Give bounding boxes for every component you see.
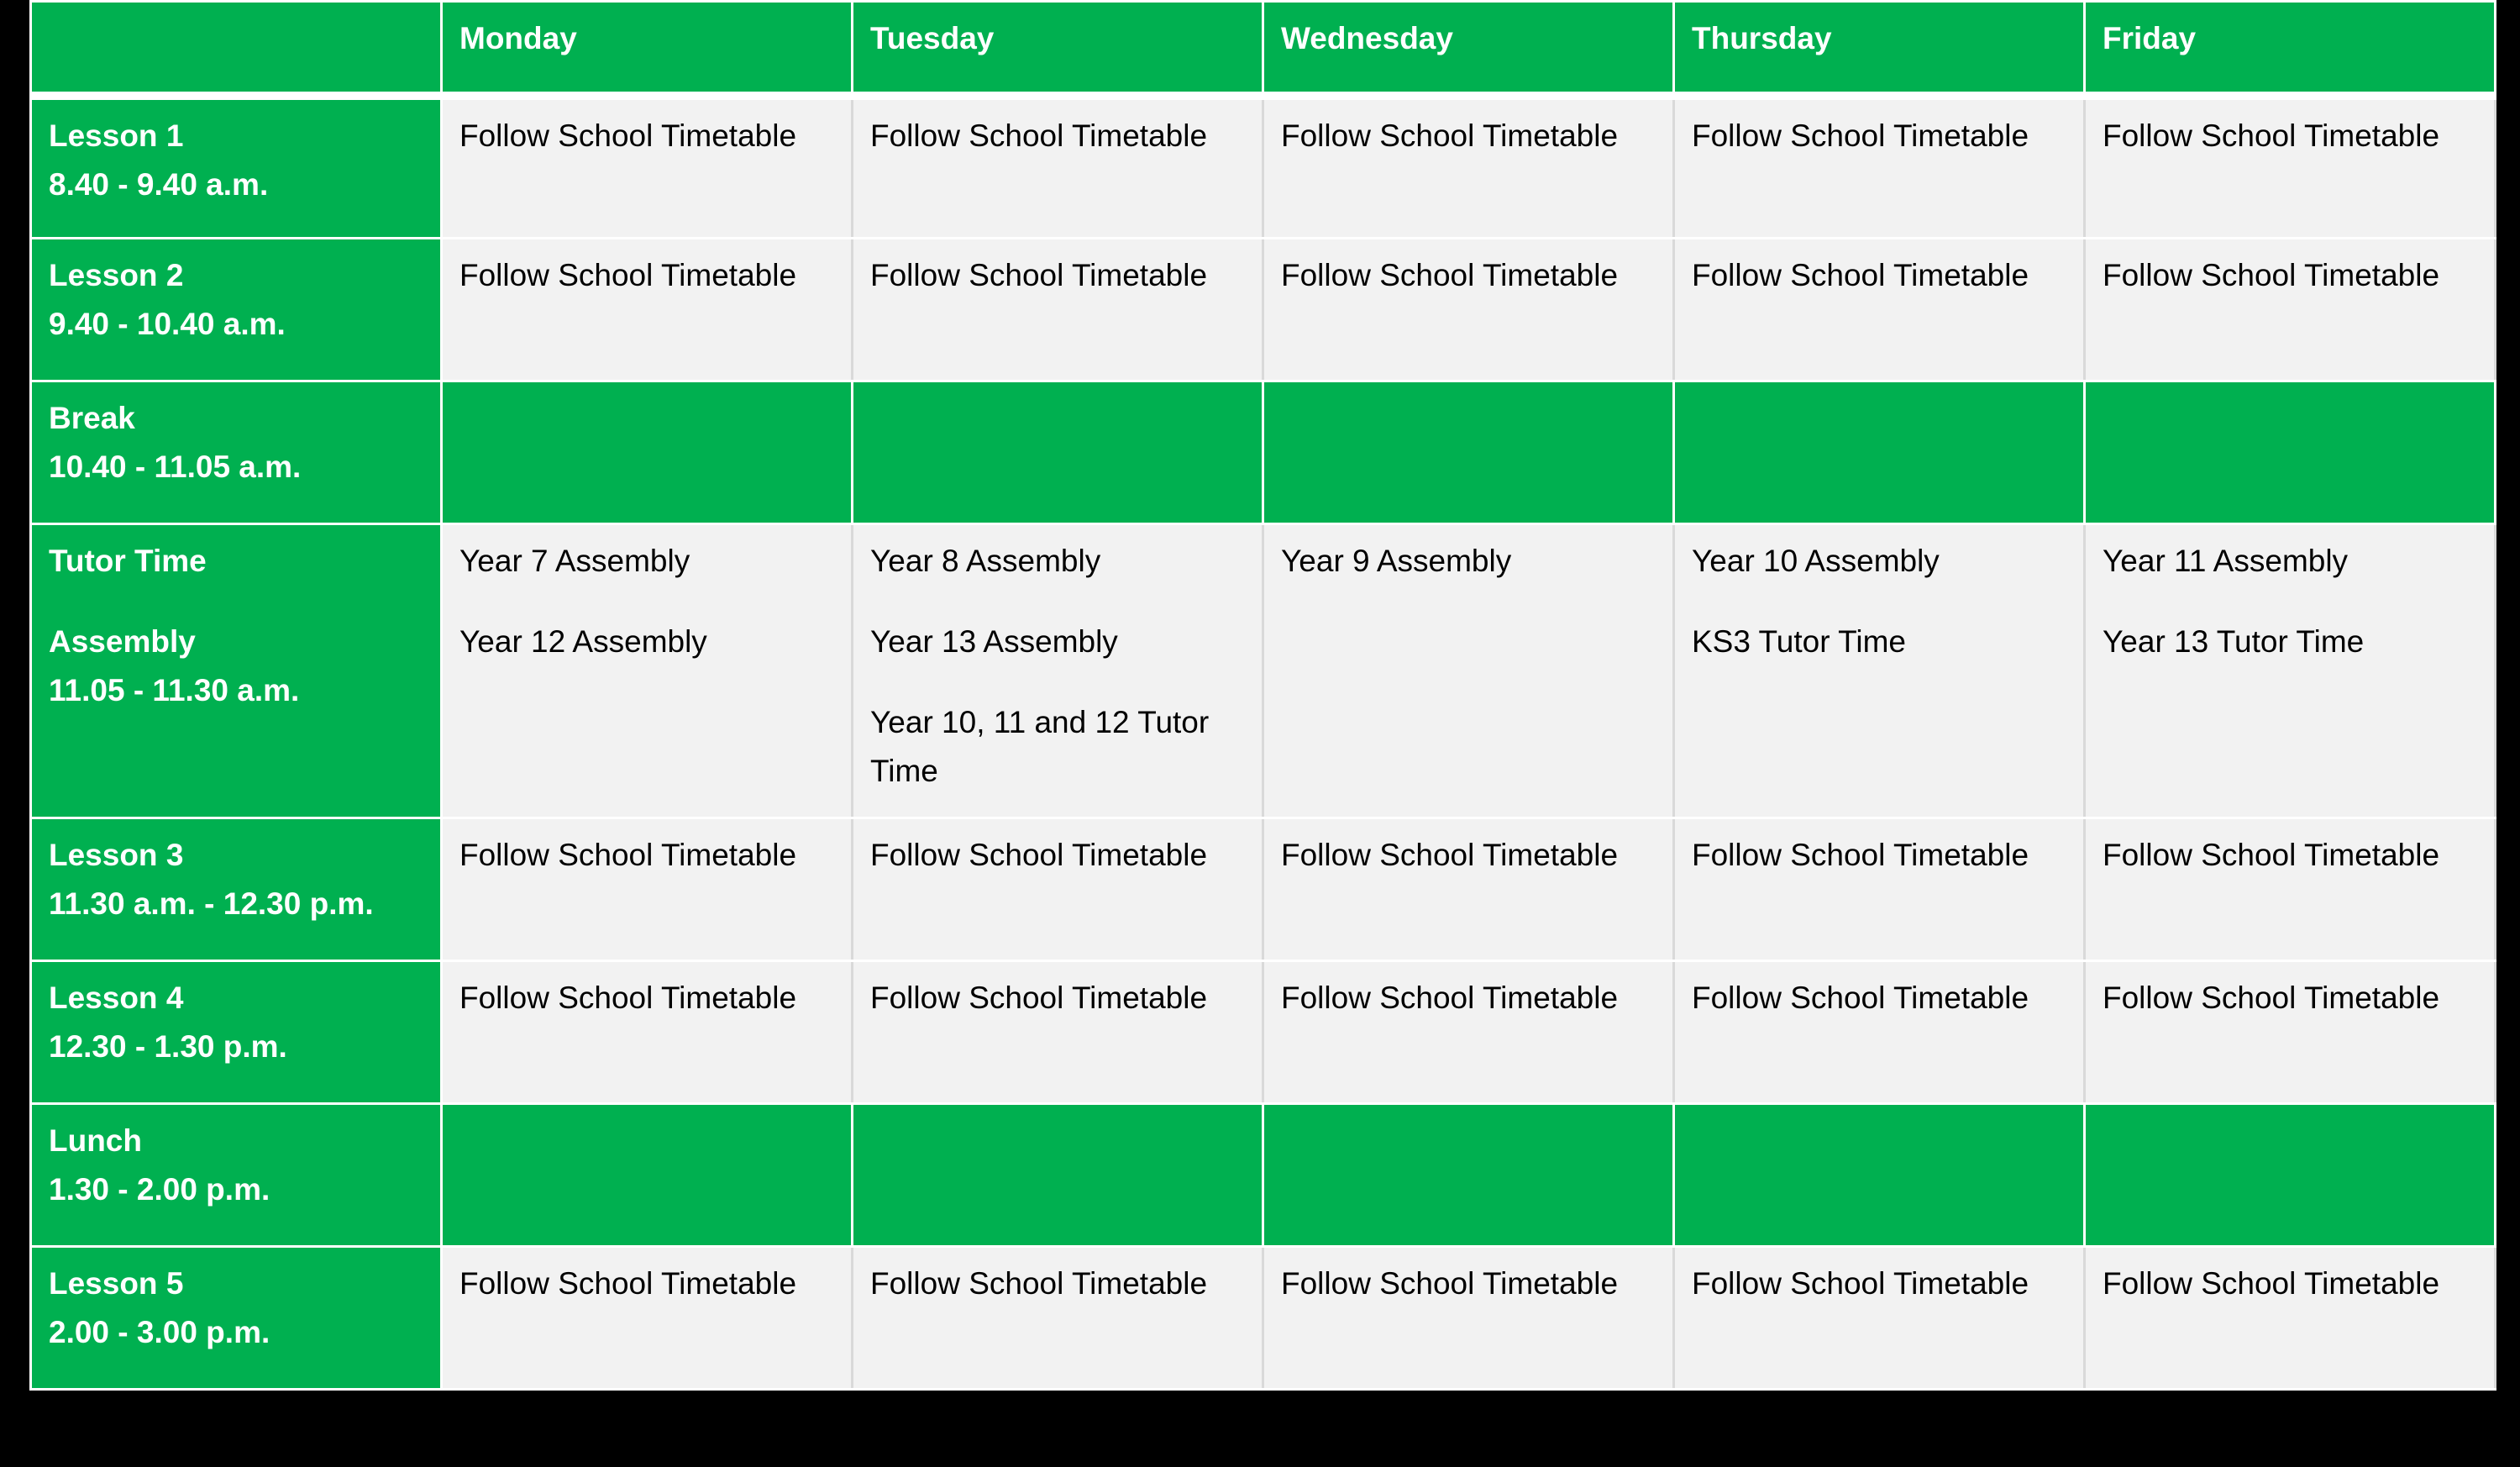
period-label-cell bbox=[31, 961, 442, 1104]
slot-friday bbox=[2085, 524, 2496, 818]
period-time: 8.40 - 9.40 a.m. bbox=[49, 166, 269, 202]
slot-tuesday: Follow School Timetable bbox=[853, 96, 1263, 239]
slot-thursday: Follow School Timetable bbox=[1674, 239, 2085, 381]
slot-entry: Year 11 Assembly bbox=[2103, 544, 2349, 578]
slot-tuesday: Follow School Timetable bbox=[853, 1247, 1263, 1390]
slot-thursday-empty bbox=[1674, 381, 2085, 524]
period-label-cell bbox=[31, 1247, 442, 1390]
slot-entry: Year 10, 11 and 12 Tutor Time bbox=[870, 705, 1210, 788]
period-time: 11.30 a.m. - 12.30 p.m. bbox=[49, 886, 374, 921]
slot-wednesday: Follow School Timetable bbox=[1263, 961, 1674, 1104]
period-name: Break bbox=[49, 401, 135, 435]
slot-monday: Follow School Timetable bbox=[442, 961, 853, 1104]
slot-entry: Year 9 Assembly bbox=[1281, 544, 1512, 578]
period-time: 11.05 - 11.30 a.m. bbox=[49, 673, 300, 707]
period-label-cell bbox=[31, 524, 442, 818]
day-header-wednesday: Wednesday bbox=[1263, 2, 1674, 96]
slot-wednesday bbox=[1263, 524, 1674, 818]
slot-thursday: Follow School Timetable bbox=[1674, 961, 2085, 1104]
slot-entry: Year 13 Tutor Time bbox=[2103, 624, 2365, 659]
period-name: Lesson 4 bbox=[49, 981, 184, 1015]
slot-friday-empty bbox=[2085, 1104, 2496, 1247]
period-label-cell bbox=[31, 381, 442, 524]
period-name: Lunch bbox=[49, 1123, 142, 1158]
slot-wednesday: Follow School Timetable bbox=[1263, 96, 1674, 239]
period-label-cell bbox=[31, 1104, 442, 1247]
period-name: Lesson 3 bbox=[49, 838, 184, 872]
period-row-lesson-5 bbox=[31, 1247, 2496, 1390]
period-row-lesson-1 bbox=[31, 96, 2496, 239]
weekly-timetable bbox=[29, 0, 2496, 1391]
slot-wednesday-empty bbox=[1263, 381, 1674, 524]
slot-wednesday: Follow School Timetable bbox=[1263, 1247, 1674, 1390]
period-time: 9.40 - 10.40 a.m. bbox=[49, 307, 286, 341]
day-header-tuesday: Tuesday bbox=[853, 2, 1263, 96]
period-row-lesson-4 bbox=[31, 961, 2496, 1104]
slot-monday-empty bbox=[442, 381, 853, 524]
slot-thursday bbox=[1674, 524, 2085, 818]
header-corner-cell bbox=[31, 2, 442, 96]
day-header-thursday: Thursday bbox=[1674, 2, 2085, 96]
slot-friday: Follow School Timetable bbox=[2085, 96, 2496, 239]
slot-tuesday-empty bbox=[853, 381, 1263, 524]
period-name: Tutor Time bbox=[49, 544, 207, 578]
period-time: 1.30 - 2.00 p.m. bbox=[49, 1172, 270, 1207]
slot-tuesday: Follow School Timetable bbox=[853, 961, 1263, 1104]
slot-thursday: Follow School Timetable bbox=[1674, 96, 2085, 239]
slot-wednesday: Follow School Timetable bbox=[1263, 818, 1674, 961]
period-row-lesson-3 bbox=[31, 818, 2496, 961]
slot-monday-empty bbox=[442, 1104, 853, 1247]
slot-friday: Follow School Timetable bbox=[2085, 818, 2496, 961]
slot-monday: Follow School Timetable bbox=[442, 239, 853, 381]
period-time: 2.00 - 3.00 p.m. bbox=[49, 1315, 270, 1349]
period-row-tutor-time bbox=[31, 524, 2496, 818]
period-name: Lesson 5 bbox=[49, 1266, 184, 1301]
slot-thursday: Follow School Timetable bbox=[1674, 818, 2085, 961]
slot-tuesday: Follow School Timetable bbox=[853, 239, 1263, 381]
slot-thursday-empty bbox=[1674, 1104, 2085, 1247]
header-row bbox=[31, 2, 2496, 96]
period-row-lesson-2 bbox=[31, 239, 2496, 381]
slot-thursday: Follow School Timetable bbox=[1674, 1247, 2085, 1390]
period-name: Lesson 2 bbox=[49, 258, 184, 292]
slot-monday bbox=[442, 524, 853, 818]
slot-entry: Year 13 Assembly bbox=[870, 624, 1118, 659]
period-name: Lesson 1 bbox=[49, 118, 184, 153]
slot-monday: Follow School Timetable bbox=[442, 96, 853, 239]
slot-friday: Follow School Timetable bbox=[2085, 961, 2496, 1104]
slot-monday: Follow School Timetable bbox=[442, 818, 853, 961]
slot-entry: Year 7 Assembly bbox=[459, 544, 690, 578]
day-header-friday: Friday bbox=[2085, 2, 2496, 96]
slot-entry: Year 10 Assembly bbox=[1692, 544, 1940, 578]
slot-wednesday: Follow School Timetable bbox=[1263, 239, 1674, 381]
period-label-cell bbox=[31, 818, 442, 961]
slot-entry: Year 8 Assembly bbox=[870, 544, 1101, 578]
slot-tuesday: Follow School Timetable bbox=[853, 818, 1263, 961]
slot-entry: KS3 Tutor Time bbox=[1692, 624, 1906, 659]
slot-wednesday-empty bbox=[1263, 1104, 1674, 1247]
slot-entry: Year 12 Assembly bbox=[459, 624, 707, 659]
day-header-monday: Monday bbox=[442, 2, 853, 96]
slot-tuesday-empty bbox=[853, 1104, 1263, 1247]
period-name-secondary: Assembly bbox=[49, 624, 196, 659]
period-time: 12.30 - 1.30 p.m. bbox=[49, 1029, 287, 1064]
period-label-cell bbox=[31, 239, 442, 381]
slot-tuesday bbox=[853, 524, 1263, 818]
period-time: 10.40 - 11.05 a.m. bbox=[49, 450, 302, 484]
slot-friday-empty bbox=[2085, 381, 2496, 524]
period-row-lunch bbox=[31, 1104, 2496, 1247]
period-row-break bbox=[31, 381, 2496, 524]
slot-monday: Follow School Timetable bbox=[442, 1247, 853, 1390]
slot-friday: Follow School Timetable bbox=[2085, 1247, 2496, 1390]
slot-friday: Follow School Timetable bbox=[2085, 239, 2496, 381]
period-label-cell bbox=[31, 96, 442, 239]
